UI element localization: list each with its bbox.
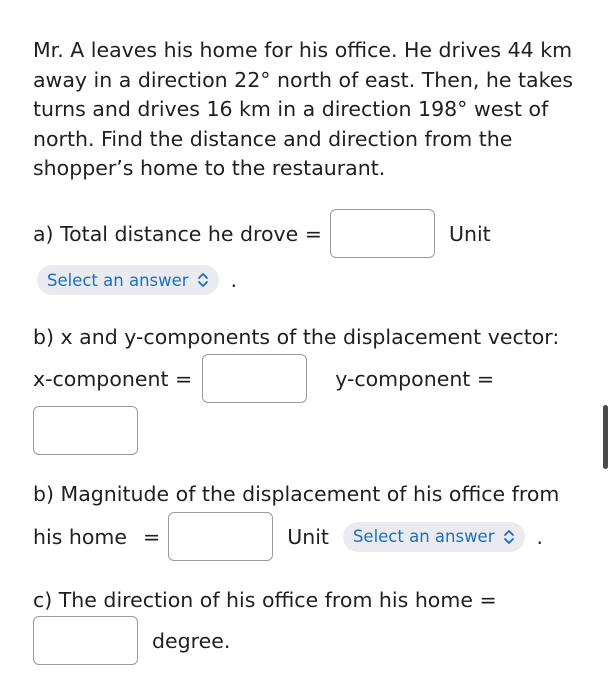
part-c-answer-row bbox=[33, 616, 230, 665]
part-b2-equals: = bbox=[143, 524, 161, 549]
problem-statement bbox=[33, 36, 593, 184]
chevron-up-down-icon bbox=[197, 272, 209, 288]
part-b2-select-label: Select an answer bbox=[352, 527, 495, 546]
part-a-row bbox=[33, 209, 491, 258]
part-b1-label-row bbox=[33, 325, 559, 349]
x-component-label: x-component = bbox=[33, 366, 193, 391]
part-a-unit-row bbox=[37, 265, 237, 295]
problem-line: away in a direction 22° north of east. Then, he takes bbox=[33, 67, 574, 92]
problem-line: turns and drives 16 km in a direction 198° west of bbox=[33, 97, 549, 122]
total-distance-input[interactable] bbox=[330, 209, 435, 258]
x-component-input[interactable] bbox=[202, 354, 307, 403]
chevron-up-down-icon bbox=[503, 529, 515, 545]
scrollbar-thumb[interactable] bbox=[603, 405, 608, 469]
part-a-label: a) Total distance he drove = bbox=[33, 221, 322, 246]
part-b1-components-row bbox=[33, 354, 494, 403]
part-a-unit-label: Unit bbox=[448, 221, 491, 246]
direction-input[interactable] bbox=[33, 616, 138, 665]
part-b2-label: b) Magnitude of the displacement of his office from bbox=[33, 482, 560, 506]
part-b2-label-cont: his home bbox=[33, 524, 128, 549]
part-b2-label-row bbox=[33, 482, 559, 506]
part-b1-label: b) x and y-components of the displacement vector: bbox=[33, 325, 560, 349]
problem-line: north. Find the distance and direction from the bbox=[33, 126, 513, 151]
magnitude-input[interactable] bbox=[168, 512, 273, 561]
part-a-period: . bbox=[230, 268, 237, 292]
part-c-label-row bbox=[33, 588, 497, 612]
y-component-input[interactable] bbox=[33, 406, 138, 455]
problem-line: shopper’s home to the restaurant. bbox=[33, 156, 386, 181]
part-c-label: c) The direction of his office from his home = bbox=[33, 588, 497, 612]
part-b2-period: . bbox=[536, 524, 543, 549]
part-c-unit-label: degree. bbox=[152, 628, 231, 653]
part-a-unit-select[interactable] bbox=[37, 265, 219, 295]
part-b2-answer-row bbox=[33, 512, 543, 561]
problem-line: Mr. A leaves his home for his office. He drives 44 km bbox=[33, 38, 573, 62]
y-component-label: y-component = bbox=[335, 366, 495, 391]
part-a-select-label: Select an answer bbox=[47, 270, 189, 290]
part-b2-unit-label: Unit bbox=[287, 524, 329, 549]
part-b2-unit-select[interactable] bbox=[343, 522, 525, 552]
part-b1-y-row bbox=[33, 406, 138, 455]
